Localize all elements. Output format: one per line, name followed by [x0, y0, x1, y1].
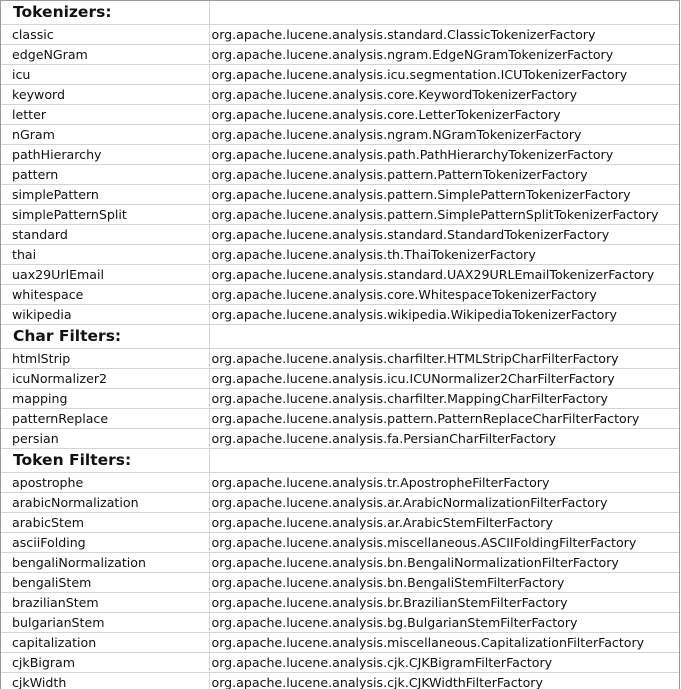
factory-cell[interactable]: org.apache.lucene.analysis.tr.ApostropheFilterFactory [209, 473, 680, 493]
table-row [1, 285, 680, 305]
name-cell[interactable]: uax29UrlEmail [1, 265, 209, 285]
name-cell[interactable]: brazilianStem [1, 593, 209, 613]
table-row [1, 205, 680, 225]
table-row [1, 165, 680, 185]
table-row [1, 389, 680, 409]
name-cell[interactable]: whitespace [1, 285, 209, 305]
table-row [1, 65, 680, 85]
table-row [1, 493, 680, 513]
section-header-row [1, 325, 680, 349]
table-row [1, 225, 680, 245]
section-header-row [1, 449, 680, 473]
factory-cell[interactable]: org.apache.lucene.analysis.br.BrazilianStemFilterFactory [209, 593, 680, 613]
name-cell[interactable]: letter [1, 105, 209, 125]
factory-cell[interactable]: org.apache.lucene.analysis.cjk.CJKBigramFilterFactory [209, 653, 680, 673]
name-cell[interactable]: pattern [1, 165, 209, 185]
empty-cell[interactable] [209, 449, 680, 473]
name-cell[interactable]: thai [1, 245, 209, 265]
name-cell[interactable]: simplePattern [1, 185, 209, 205]
section-title-cell[interactable]: Tokenizers: [1, 1, 209, 25]
table-row [1, 473, 680, 493]
factory-cell[interactable]: org.apache.lucene.analysis.cjk.CJKWidthFilterFactory [209, 673, 680, 689]
name-cell[interactable]: cjkWidth [1, 673, 209, 689]
name-cell[interactable]: arabicNormalization [1, 493, 209, 513]
table-row [1, 633, 680, 653]
table-row [1, 553, 680, 573]
table-row [1, 593, 680, 613]
table-row [1, 613, 680, 633]
factory-cell[interactable]: org.apache.lucene.analysis.pattern.SimplePatternTokenizerFactory [209, 185, 680, 205]
factory-cell[interactable]: org.apache.lucene.analysis.icu.segmentation.ICUTokenizerFactory [209, 65, 680, 85]
name-cell[interactable]: icuNormalizer2 [1, 369, 209, 389]
section-header-row [1, 1, 680, 25]
table-row [1, 25, 680, 45]
table-row [1, 409, 680, 429]
name-cell[interactable]: nGram [1, 125, 209, 145]
empty-cell[interactable] [209, 325, 680, 349]
name-cell[interactable]: cjkBigram [1, 653, 209, 673]
name-cell[interactable]: simplePatternSplit [1, 205, 209, 225]
name-cell[interactable]: asciiFolding [1, 533, 209, 553]
name-cell[interactable]: bengaliNormalization [1, 553, 209, 573]
name-cell[interactable]: patternReplace [1, 409, 209, 429]
factory-cell[interactable]: org.apache.lucene.analysis.wikipedia.WikipediaTokenizerFactory [209, 305, 680, 325]
name-cell[interactable]: pathHierarchy [1, 145, 209, 165]
factory-cell[interactable]: org.apache.lucene.analysis.standard.StandardTokenizerFactory [209, 225, 680, 245]
factory-cell[interactable]: org.apache.lucene.analysis.path.PathHierarchyTokenizerFactory [209, 145, 680, 165]
factory-cell[interactable]: org.apache.lucene.analysis.pattern.PatternTokenizerFactory [209, 165, 680, 185]
table-row [1, 573, 680, 593]
factory-cell[interactable]: org.apache.lucene.analysis.charfilter.HTMLStripCharFilterFactory [209, 349, 680, 369]
factory-cell[interactable]: org.apache.lucene.analysis.standard.ClassicTokenizerFactory [209, 25, 680, 45]
factory-cell[interactable]: org.apache.lucene.analysis.core.WhitespaceTokenizerFactory [209, 285, 680, 305]
factory-cell[interactable]: org.apache.lucene.analysis.pattern.PatternReplaceCharFilterFactory [209, 409, 680, 429]
table-row [1, 105, 680, 125]
table-row [1, 369, 680, 389]
factory-cell[interactable]: org.apache.lucene.analysis.charfilter.MappingCharFilterFactory [209, 389, 680, 409]
factory-cell[interactable]: org.apache.lucene.analysis.pattern.SimplePatternSplitTokenizerFactory [209, 205, 680, 225]
table-row [1, 653, 680, 673]
name-cell[interactable]: mapping [1, 389, 209, 409]
factory-cell[interactable]: org.apache.lucene.analysis.core.KeywordTokenizerFactory [209, 85, 680, 105]
factory-cell[interactable]: org.apache.lucene.analysis.bn.BengaliNormalizationFilterFactory [209, 553, 680, 573]
table-row [1, 45, 680, 65]
name-cell[interactable]: edgeNGram [1, 45, 209, 65]
table-row [1, 185, 680, 205]
factory-cell[interactable]: org.apache.lucene.analysis.standard.UAX29URLEmailTokenizerFactory [209, 265, 680, 285]
empty-cell[interactable] [209, 1, 680, 25]
name-cell[interactable]: persian [1, 429, 209, 449]
factory-cell[interactable]: org.apache.lucene.analysis.ngram.NGramTokenizerFactory [209, 125, 680, 145]
table-row [1, 125, 680, 145]
name-cell[interactable]: bulgarianStem [1, 613, 209, 633]
factory-cell[interactable]: org.apache.lucene.analysis.ar.ArabicStemFilterFactory [209, 513, 680, 533]
name-cell[interactable]: keyword [1, 85, 209, 105]
factory-cell[interactable]: org.apache.lucene.analysis.icu.ICUNormalizer2CharFilterFactory [209, 369, 680, 389]
factory-cell[interactable]: org.apache.lucene.analysis.core.LetterTokenizerFactory [209, 105, 680, 125]
name-cell[interactable]: arabicStem [1, 513, 209, 533]
factory-cell[interactable]: org.apache.lucene.analysis.ar.ArabicNormalizationFilterFactory [209, 493, 680, 513]
table-row [1, 673, 680, 689]
section-title-cell[interactable]: Char Filters: [1, 325, 209, 349]
factory-cell[interactable]: org.apache.lucene.analysis.th.ThaiTokenizerFactory [209, 245, 680, 265]
table-row [1, 145, 680, 165]
table-row [1, 245, 680, 265]
table-row [1, 85, 680, 105]
name-cell[interactable]: capitalization [1, 633, 209, 653]
name-cell[interactable]: standard [1, 225, 209, 245]
section-title-cell[interactable]: Token Filters: [1, 449, 209, 473]
table-row [1, 533, 680, 553]
table-row [1, 429, 680, 449]
table-body [1, 1, 680, 689]
table-row [1, 305, 680, 325]
name-cell[interactable]: htmlStrip [1, 349, 209, 369]
table-row [1, 513, 680, 533]
name-cell[interactable]: classic [1, 25, 209, 45]
factory-cell[interactable]: org.apache.lucene.analysis.fa.PersianCharFilterFactory [209, 429, 680, 449]
factory-cell[interactable]: org.apache.lucene.analysis.bg.BulgarianStemFilterFactory [209, 613, 680, 633]
name-cell[interactable]: apostrophe [1, 473, 209, 493]
factory-cell[interactable]: org.apache.lucene.analysis.miscellaneous.ASCIIFoldingFilterFactory [209, 533, 680, 553]
name-cell[interactable]: icu [1, 65, 209, 85]
table-row [1, 265, 680, 285]
factory-cell[interactable]: org.apache.lucene.analysis.ngram.EdgeNGramTokenizerFactory [209, 45, 680, 65]
name-cell[interactable]: bengaliStem [1, 573, 209, 593]
factory-cell[interactable]: org.apache.lucene.analysis.bn.BengaliStemFilterFactory [209, 573, 680, 593]
factory-cell[interactable]: org.apache.lucene.analysis.miscellaneous.CapitalizationFilterFactory [209, 633, 680, 653]
name-cell[interactable]: wikipedia [1, 305, 209, 325]
factory-table [1, 1, 680, 689]
table-row [1, 349, 680, 369]
